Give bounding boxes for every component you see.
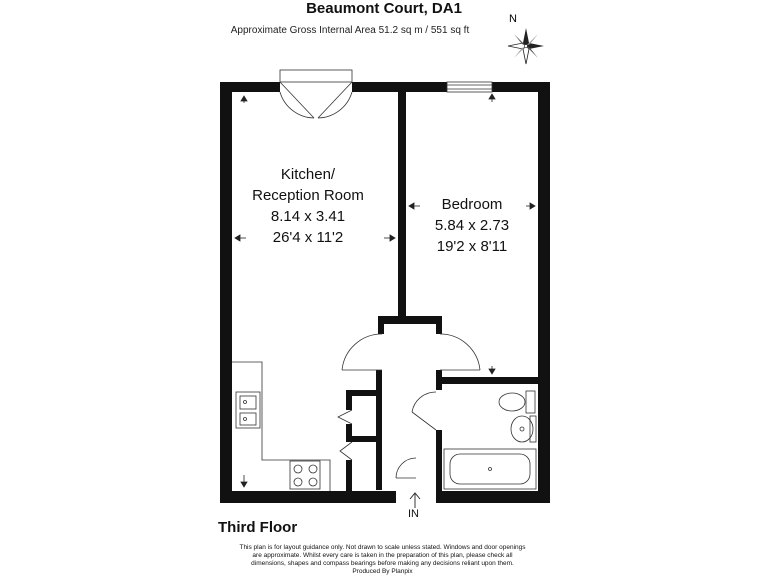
floor-title: Third Floor xyxy=(218,519,298,536)
room-name-line2: Reception Room xyxy=(252,187,364,204)
balcony-doors xyxy=(280,70,352,118)
hob xyxy=(290,461,320,489)
interior-walls xyxy=(346,92,538,491)
disclaimer-line: are approximate. Whilst every care is taken in the preparation of this plan, please check all xyxy=(252,552,513,559)
kitchen-reception-label xyxy=(226,164,390,248)
disclaimer-line: This plan is for layout guidance only. Not drawn to scale unless stated. Windows and door openings xyxy=(239,544,526,551)
room-dimensions-metric: 5.84 x 2.73 xyxy=(434,217,510,234)
door-swings xyxy=(338,334,480,478)
basin xyxy=(511,416,536,442)
exterior-walls xyxy=(220,82,550,503)
entrance-arrow-icon xyxy=(410,493,420,508)
window-top xyxy=(447,82,492,92)
entrance-label: IN xyxy=(408,508,419,520)
producer-credit: Produced By Planpix xyxy=(352,568,413,575)
room-name: Bedroom xyxy=(441,196,503,213)
toilet xyxy=(499,391,535,413)
gross-internal-area: Approximate Gross Internal Area 51.2 sq m / 551 sq ft xyxy=(230,25,470,36)
compass-rose-icon xyxy=(508,13,544,64)
room-dimensions-imperial: 26'4 x 11'2 xyxy=(272,229,344,246)
room-dimensions-metric: 8.14 x 3.41 xyxy=(270,208,346,225)
bathtub xyxy=(444,449,536,489)
room-name-line1: Kitchen/ xyxy=(280,166,336,183)
compass-north-label: N xyxy=(509,13,517,25)
bedroom-label xyxy=(406,194,538,257)
property-title: Beaumont Court, DA1 xyxy=(306,0,462,17)
disclaimer xyxy=(210,544,555,576)
dimension-markers xyxy=(235,94,535,487)
disclaimer-line: dimensions, shapes and compass bearings before making any decisions reliant upon them. xyxy=(251,560,514,567)
room-dimensions-imperial: 19'2 x 8'11 xyxy=(436,238,508,255)
kitchen-counter xyxy=(232,362,330,491)
